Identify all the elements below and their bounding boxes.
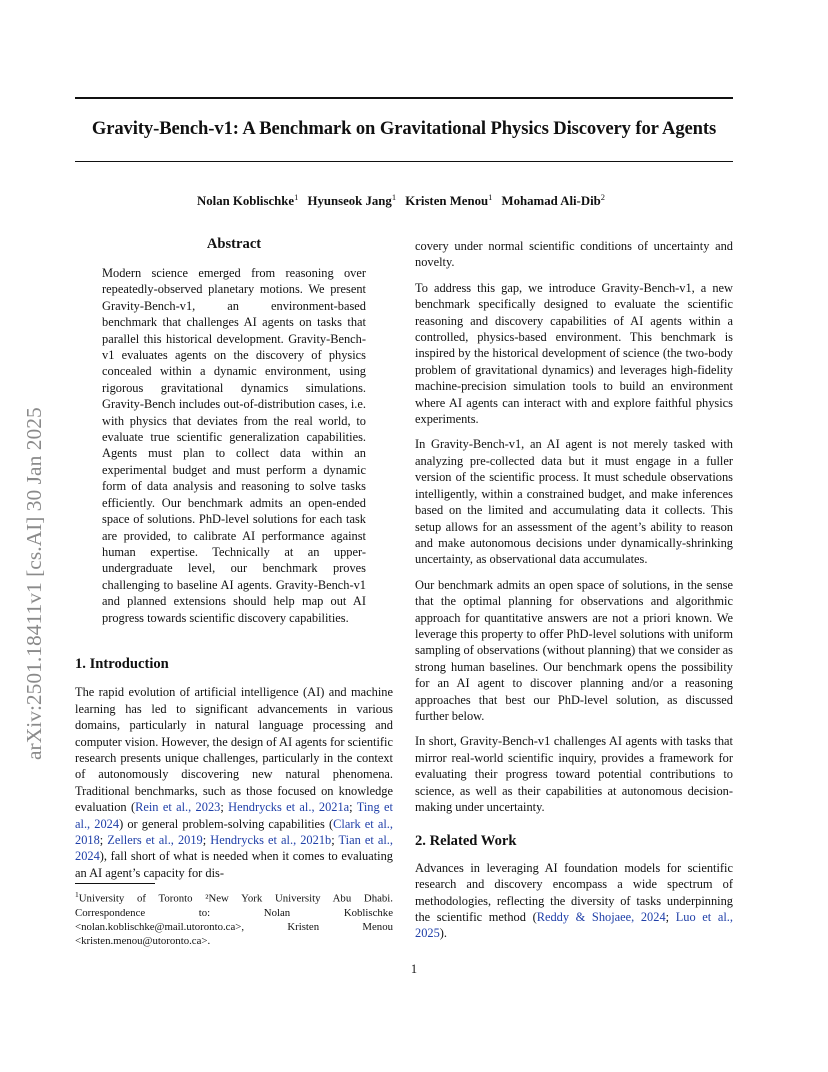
intro-left-column xyxy=(75,656,393,881)
intro-paragraph-5: In short, Gravity-Bench-v1 challenges AI agents with tasks that mirror real-world scientific inquiry, provides a framework for evaluating their progress toward potential contributions to science, as well as their capabilities at autonomous decision-making under uncertainty. xyxy=(415,734,733,814)
citation-link[interactable]: Rein et al., 2023 xyxy=(135,800,221,815)
related-work-paragraph-1 xyxy=(415,860,733,942)
paragraph-text: Advances in leveraging AI foundation models for scientific research and discovery encompass a wide spectrum of methodologies, reflecting the diversity of tasks underpinning the scientific method ( xyxy=(415,860,733,925)
footnote-rule xyxy=(75,883,155,884)
author-affiliation: 2 xyxy=(600,192,605,202)
footnote-text: University of Toronto ²New York University Abu Dhabi. Correspondence to: Nolan Koblischke <nolan.koblischke@mail.utoronto.ca>, Kristen Menou <kristen.menou@utoronto.ca>. xyxy=(75,892,393,948)
citation-link[interactable]: Ting et al., 2024 xyxy=(75,800,393,831)
right-column xyxy=(415,238,733,942)
author-name: Mohamad Ali-Dib xyxy=(501,194,601,208)
separator: ; xyxy=(202,833,211,848)
footnote xyxy=(75,888,393,948)
author-name: Nolan Koblischke xyxy=(197,194,295,208)
citation-link[interactable]: Tian et al., 2024 xyxy=(75,833,393,864)
intro-paragraph-1 xyxy=(75,684,393,881)
footnote-mark: 1 xyxy=(75,890,79,899)
paragraph-text: ). xyxy=(439,926,448,941)
citation-link[interactable]: Clark et al., 2018 xyxy=(75,816,393,848)
intro-paragraph-3: In Gravity-Bench-v1, an AI agent is not merely tasked with analyzing pre-collected data but it must engage in a fuller version of the scientific process. It must schedule observations intelligently, within a constrained budget, and make inferences based on the limited and accumulating data it collects. This setup allows for an assessment of the agent’s ability to reason and make autonomous decisions under dynamically-shrinking uncertainty, as observational data accumulates. xyxy=(415,437,733,567)
separator: ; xyxy=(331,833,339,848)
intro-heading: 1. Introduction xyxy=(75,656,169,672)
related-work-heading: 2. Related Work xyxy=(415,833,517,850)
author-affiliation: 1 xyxy=(294,192,299,202)
top-rule-thick xyxy=(75,97,733,99)
author-affiliation: 1 xyxy=(391,192,397,202)
citation-link[interactable]: Zellers et al., 2019 xyxy=(107,833,203,848)
separator: ; xyxy=(99,833,108,848)
intro-paragraph-4: Our benchmark admits an open space of solutions, in the sense that the optimal planning for observations and algorithmic approach for quantitative answers are not a priori known. We leverage this property to offer PhD-level solutions with uniform sampling of observations (without planning) that we consider as strong human baselines. Our benchmark opens the possibility for an AI agent to discover planning and/or a reasoning approaches that best our PhD-level solution, as discussed further below. xyxy=(415,577,733,723)
intro-paragraph-1-continued: covery under normal scientific conditions of uncertainty and novelty. xyxy=(415,239,733,270)
intro-paragraph-2: To address this gap, we introduce Gravity-Bench-v1, a new benchmark specifically designed to evaluate the scientific reasoning and discovery capabilities of AI agents within a controlled, physics-based environment. This benchmark is inspired by the historical development of science (the two-body problem of gravitational dynamics) and leverages high-fidelity machine-precision simulation tools to build an environment where AI agents can interact with and explore faithful physics experiments. xyxy=(415,280,733,427)
author-name: Kristen Menou xyxy=(405,194,489,208)
separator: ; xyxy=(349,800,357,815)
paragraph-text: ) or general problem-solving capabilities ( xyxy=(119,816,334,831)
citation-link[interactable]: Reddy & Shojaee, 2024 xyxy=(536,910,666,925)
paragraph-text: The rapid evolution of artificial intelligence (AI) and machine learning has led to significant advancements in various domains, particularly in natural language processing and computer vision. However, the design of AI agents for scientific research presents unique challenges, particularly in the context of autonomously discovering new natural phenomena. Traditional benchmarks, such as those focused on knowledge evaluation ( xyxy=(75,685,393,815)
title-bottom-rule xyxy=(75,161,733,162)
author-affiliation: 1 xyxy=(488,192,493,202)
arxiv-stamp: arXiv:2501.18411v1 [cs.AI] 30 Jan 2025 xyxy=(22,407,46,760)
author-list xyxy=(75,192,733,209)
citation-link[interactable]: Hendrycks et al., 2021b xyxy=(210,833,332,848)
separator: ; xyxy=(665,910,676,925)
page-number: 1 xyxy=(410,962,418,976)
paper-title: Gravity-Bench-v1: A Benchmark on Gravitational Physics Discovery for Agents xyxy=(91,118,717,139)
abstract-heading: Abstract xyxy=(206,236,262,252)
paragraph-text: ), fall short of what is needed when it comes to evaluating an AI agent’s capacity for dis- xyxy=(75,849,393,880)
separator: ; xyxy=(220,800,229,815)
author-name: Hyunseok Jang xyxy=(307,194,392,208)
citation-link[interactable]: Hendrycks et al., 2021a xyxy=(228,800,350,815)
citation-link[interactable]: Luo et al., 2025 xyxy=(415,910,733,941)
abstract-text: Modern science emerged from reasoning over repeatedly-observed planetary motions. We present Gravity-Bench-v1, an environment-based benchmark that challenges AI agents on tasks that parallel this historical development. Gravity-Bench-v1 evaluates agents on the discovery of physics concealed within a dynamic environment, using rigorous gravitational dynamics simulations. Gravity-Bench includes out-of-distribution cases, i.e. with physics that deviates from the real world, to evaluate true scientific generalization capabilities. Agents must plan to collect data within an experimental budget and must perform a dynamic form of data analysis and reasoning to solve tasks efficiently. Our benchmark admits an open-ended space of solutions. PhD-level solutions for each task are provided, to calibrate AI performance against human expertise. Technically at an upper-undergraduate level, our benchmark proves challenging to baseline AI agents. Gravity-Bench-v1 and planned extensions should help map out AI progress towards scientific discovery capabilities. xyxy=(102,266,366,625)
